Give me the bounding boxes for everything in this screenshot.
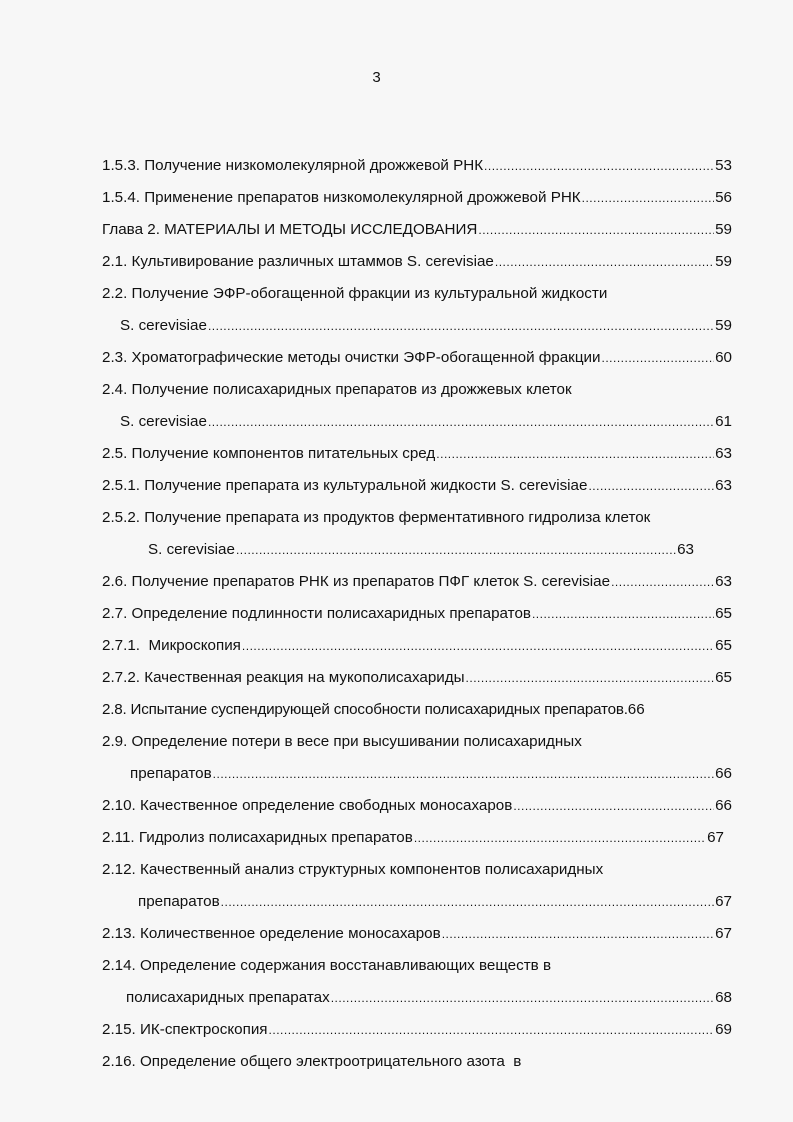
toc-entry-title: S. cerevisiae (120, 413, 207, 430)
toc-entry-2-7-2 (102, 667, 732, 699)
toc-entry-title: S. cerevisiae (148, 541, 235, 558)
toc-entry-2-4-continued (102, 411, 732, 443)
toc-entry-2-14 (102, 955, 732, 987)
toc-entry-2-9 (102, 731, 732, 763)
toc-entry-title: 2.4. Получение полисахаридных препаратов из дрожжевых клеток (102, 381, 572, 398)
leader-dots (532, 603, 714, 625)
toc-entry-page: 67 (715, 925, 732, 942)
toc-entry-title: препаратов (138, 893, 220, 910)
toc-entry-title: 1.5.4. Применение препаратов низкомолекулярной дрожжевой РНК (102, 189, 581, 206)
toc-entry-page: 63 (715, 477, 732, 494)
toc-entry-title: 2.1. Культивирование различных штаммов S. cerevisiae (102, 253, 494, 270)
leader-dots (269, 1019, 715, 1041)
toc-entry-2-8 (102, 699, 732, 731)
toc-entry-title: 2.15. ИК-спектроскопия (102, 1021, 268, 1038)
toc-entry-2-7-1 (102, 635, 732, 667)
leader-dots (221, 891, 714, 913)
leader-dots (495, 251, 714, 273)
toc-entry-page: 68 (715, 989, 732, 1006)
toc-entry-2-7 (102, 603, 732, 635)
toc-entry-title: 2.7.1. Микроскопия (102, 637, 241, 654)
toc-entry-title: 2.9. Определение потери в весе при высушивании полисахаридных (102, 733, 582, 750)
leader-dots (582, 187, 714, 209)
toc-entry-title: 2.16. Определение общего электроотрицательного азота в (102, 1053, 522, 1070)
leader-dots (242, 635, 714, 657)
toc-entry-2-5 (102, 443, 732, 475)
toc-entry-2-2 (102, 283, 732, 315)
toc-entry-page: 59 (715, 253, 732, 270)
leader-dots (208, 315, 714, 337)
toc-entry-2-12-continued (102, 891, 732, 923)
leader-dots (611, 571, 714, 593)
toc-entry-page: 65 (715, 669, 732, 686)
leader-dots (602, 347, 715, 369)
toc-entry-2-3 (102, 347, 732, 379)
toc-entry-2-10 (102, 795, 732, 827)
toc-entry-2-13 (102, 923, 732, 955)
toc-entry-page: 60 (715, 349, 732, 366)
toc-entry-title: 2.6. Получение препаратов РНК из препаратов ПФГ клеток S. cerevisiae (102, 573, 611, 590)
leader-dots (588, 475, 714, 497)
toc-entry-title: 2.5.2. Получение препарата из продуктов ферментативного гидролиза клеток (102, 509, 651, 526)
toc-entry-title: S. cerevisiae (120, 317, 207, 334)
toc-entry-page: 67 (715, 893, 732, 910)
toc-entry-title: препаратов (130, 765, 212, 782)
toc-entry-2-6 (102, 571, 732, 603)
toc-entry-title: 2.5. Получение компонентов питательных сред (102, 445, 436, 462)
toc-entry-2-5-1 (102, 475, 732, 507)
toc-entry-2-5-2 (102, 507, 732, 539)
toc-entry-page: 59 (715, 317, 732, 334)
leader-dots (436, 443, 714, 465)
leader-dots (478, 219, 714, 241)
leader-dots (236, 539, 676, 561)
toc-entry-2-1 (102, 251, 732, 283)
table-of-contents (102, 155, 732, 1083)
leader-dots (213, 763, 714, 785)
toc-entry-2-2-continued (102, 315, 732, 347)
leader-dots (442, 923, 714, 945)
toc-entry-page: 63 (715, 573, 732, 590)
toc-entry-title: полисахаридных препаратах (126, 989, 330, 1006)
toc-entry-title: 2.7.2. Качественная реакция на мукополисахариды (102, 669, 465, 686)
toc-entry-title: 2.12. Качественный анализ структурных компонентов полисахаридных (102, 861, 604, 878)
toc-entry-1-5-3 (102, 155, 732, 187)
leader-dots (208, 411, 714, 433)
toc-entry-page: 61 (715, 413, 732, 430)
toc-entry-title: 2.3. Хроматографические методы очистки ЭФР-обогащенной фракции (102, 349, 601, 366)
toc-entry-page: 69 (715, 1021, 732, 1038)
toc-entry-2-5-2-continued (102, 539, 732, 571)
toc-entry-2-11 (102, 827, 732, 859)
toc-entry-page: 66 (715, 797, 732, 814)
leader-dots (513, 795, 714, 817)
toc-entry-page: 67 (707, 829, 724, 846)
toc-entry-page: 63 (715, 445, 732, 462)
toc-entry-page: 56 (715, 189, 732, 206)
toc-entry-title: 2.5.1. Получение препарата из культуральной жидкости S. cerevisiae (102, 477, 588, 494)
toc-entry-2-12 (102, 859, 732, 891)
toc-entry-2-9-continued (102, 763, 732, 795)
toc-entry-2-15 (102, 1019, 732, 1051)
toc-entry-chapter-2 (102, 219, 732, 251)
leader-dots (466, 667, 715, 689)
toc-entry-title: 2.10. Качественное определение свободных моносахаров (102, 797, 513, 814)
toc-entry-page: 59 (715, 221, 732, 238)
toc-entry-title: 2.13. Количественное оределение моносахаров (102, 925, 441, 942)
toc-entry-title: 2.7. Определение подлинности полисахаридных препаратов (102, 605, 531, 622)
toc-entry-page: 65 (715, 605, 732, 622)
toc-entry-1-5-4 (102, 187, 732, 219)
toc-entry-page: 66 (715, 765, 732, 782)
toc-entry-page: 66 (627, 701, 645, 718)
toc-entry-title: 2.2. Получение ЭФР-обогащенной фракции из культуральной жидкости (102, 285, 608, 302)
leader-dots (484, 155, 714, 177)
toc-entry-page: 65 (715, 637, 732, 654)
toc-entry-2-14-continued (102, 987, 732, 1019)
leader-dots (414, 827, 706, 849)
toc-entry-page: 63 (677, 541, 694, 558)
toc-entry-title: 2.11. Гидролиз полисахаридных препаратов (102, 829, 413, 846)
toc-entry-title: 2.8. Испытание суспендирующей способности полисахаридных препаратов. (102, 701, 628, 718)
leader-dots (331, 987, 714, 1009)
toc-entry-title: 1.5.3. Получение низкомолекулярной дрожжевой РНК (102, 157, 484, 174)
page-number: 3 (372, 69, 381, 86)
toc-entry-page: 53 (715, 157, 732, 174)
toc-entry-title: 2.14. Определение содержания восстанавливающих веществ в (102, 957, 552, 974)
toc-entry-2-16 (102, 1051, 732, 1083)
toc-entry-title: Глава 2. МАТЕРИАЛЫ И МЕТОДЫ ИССЛЕДОВАНИЯ (102, 221, 478, 238)
toc-entry-2-4 (102, 379, 732, 411)
